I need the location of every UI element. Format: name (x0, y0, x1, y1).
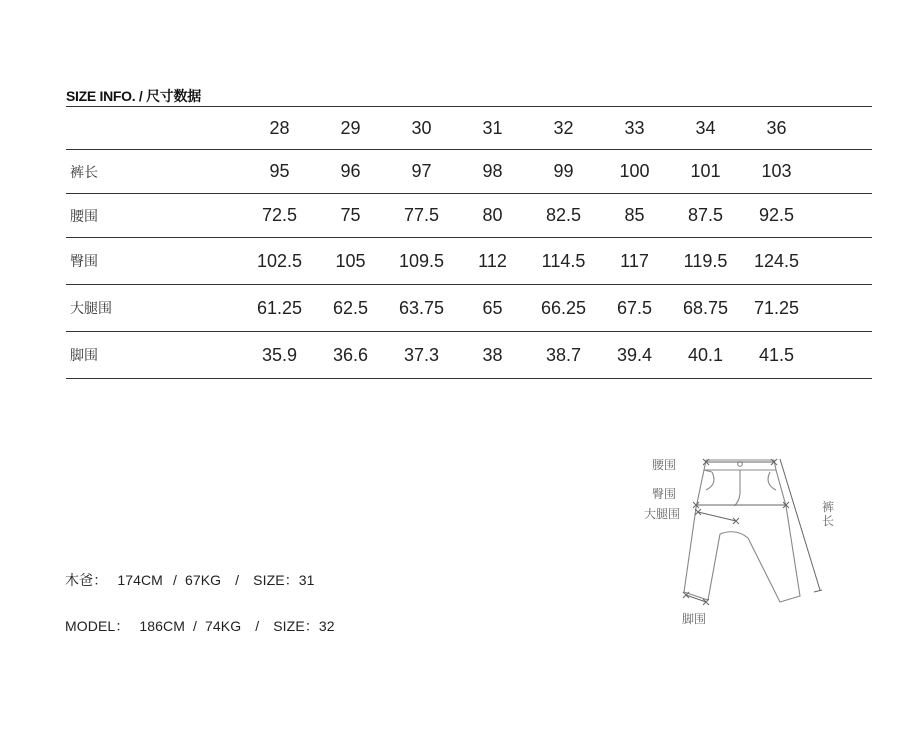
table-cell: 65 (457, 285, 528, 332)
table-cell: 96 (315, 150, 386, 194)
row-label: 脚围 (66, 332, 244, 379)
table-cell: 85 (599, 194, 670, 238)
size-header-cell: 34 (670, 107, 741, 150)
model-weight: 67KG (184, 572, 222, 588)
pants-measurement-diagram (640, 450, 840, 630)
size-table (66, 106, 872, 379)
table-cell: 80 (457, 194, 528, 238)
table-cell: 98 (457, 150, 528, 194)
model-size: 31 (298, 572, 315, 588)
table-cell: 38.7 (528, 332, 599, 379)
table-cell: 36.6 (315, 332, 386, 379)
table-cell: 61.25 (244, 285, 315, 332)
table-cell: 66.25 (528, 285, 599, 332)
table-cell: 97 (386, 150, 457, 194)
header-spacer (812, 107, 872, 150)
size-header-cell: 36 (741, 107, 812, 150)
table-cell: 71.25 (741, 285, 812, 332)
table-row (66, 150, 872, 194)
separator: / (235, 572, 240, 588)
table-cell: 109.5 (386, 238, 457, 285)
model-weight: 74KG (205, 618, 242, 634)
model-name: MODEL： (65, 618, 130, 634)
row-spacer (812, 332, 872, 379)
table-cell: 37.3 (386, 332, 457, 379)
table-cell: 62.5 (315, 285, 386, 332)
table-cell: 100 (599, 150, 670, 194)
model-name: 木爸： (65, 572, 108, 588)
row-spacer (812, 238, 872, 285)
model-size: 32 (318, 618, 335, 634)
size-header-cell: 30 (386, 107, 457, 150)
table-row (66, 285, 872, 332)
table-cell: 35.9 (244, 332, 315, 379)
size-header-cell: 28 (244, 107, 315, 150)
size-header-cell: 33 (599, 107, 670, 150)
table-row (66, 238, 872, 285)
model-height: 186CM (139, 618, 186, 634)
row-spacer (812, 150, 872, 194)
row-spacer (812, 285, 872, 332)
separator: / (172, 572, 177, 588)
size-header-cell: 29 (315, 107, 386, 150)
waist-label: 腰围 (652, 458, 677, 472)
row-label: 臀围 (66, 238, 244, 285)
length-label-bottom: 长 (821, 514, 834, 528)
table-cell: 95 (244, 150, 315, 194)
table-cell: 38 (457, 332, 528, 379)
table-row (66, 332, 872, 379)
table-cell: 72.5 (244, 194, 315, 238)
length-label-top: 裤 (821, 500, 834, 514)
table-cell: 92.5 (741, 194, 812, 238)
separator: / (255, 618, 260, 634)
table-cell: 105 (315, 238, 386, 285)
table-cell: 40.1 (670, 332, 741, 379)
page-title: SIZE INFO. / 尺寸数据 (66, 88, 201, 104)
size-header-row (66, 107, 872, 150)
table-cell: 99 (528, 150, 599, 194)
table-cell: 68.75 (670, 285, 741, 332)
row-label: 大腿围 (66, 285, 244, 332)
table-cell: 82.5 (528, 194, 599, 238)
model-info-line (65, 570, 315, 590)
header-corner (66, 107, 244, 150)
table-cell: 112 (457, 238, 528, 285)
row-spacer (812, 194, 872, 238)
table-cell: 67.5 (599, 285, 670, 332)
pants-outline-icon (640, 450, 840, 630)
table-cell: 63.75 (386, 285, 457, 332)
table-cell: 41.5 (741, 332, 812, 379)
row-label: 裤长 (66, 150, 244, 194)
table-cell: 75 (315, 194, 386, 238)
table-cell: 103 (741, 150, 812, 194)
table-cell: 119.5 (670, 238, 741, 285)
table-cell: 114.5 (528, 238, 599, 285)
table-row (66, 194, 872, 238)
hip-label: 臀围 (652, 487, 677, 501)
table-cell: 117 (599, 238, 670, 285)
model-height: 174CM (117, 572, 163, 588)
model-size-label: SIZE： (253, 572, 299, 588)
table-cell: 77.5 (386, 194, 457, 238)
model-info-line (65, 616, 335, 636)
size-header-cell: 31 (457, 107, 528, 150)
thigh-label: 大腿围 (644, 507, 681, 521)
table-cell: 101 (670, 150, 741, 194)
model-size-label: SIZE： (273, 618, 319, 634)
table-cell: 87.5 (670, 194, 741, 238)
size-header-cell: 32 (528, 107, 599, 150)
row-label: 腰围 (66, 194, 244, 238)
table-cell: 124.5 (741, 238, 812, 285)
table-cell: 39.4 (599, 332, 670, 379)
table-cell: 102.5 (244, 238, 315, 285)
hem-label: 脚围 (682, 612, 707, 626)
separator: / (193, 618, 198, 634)
